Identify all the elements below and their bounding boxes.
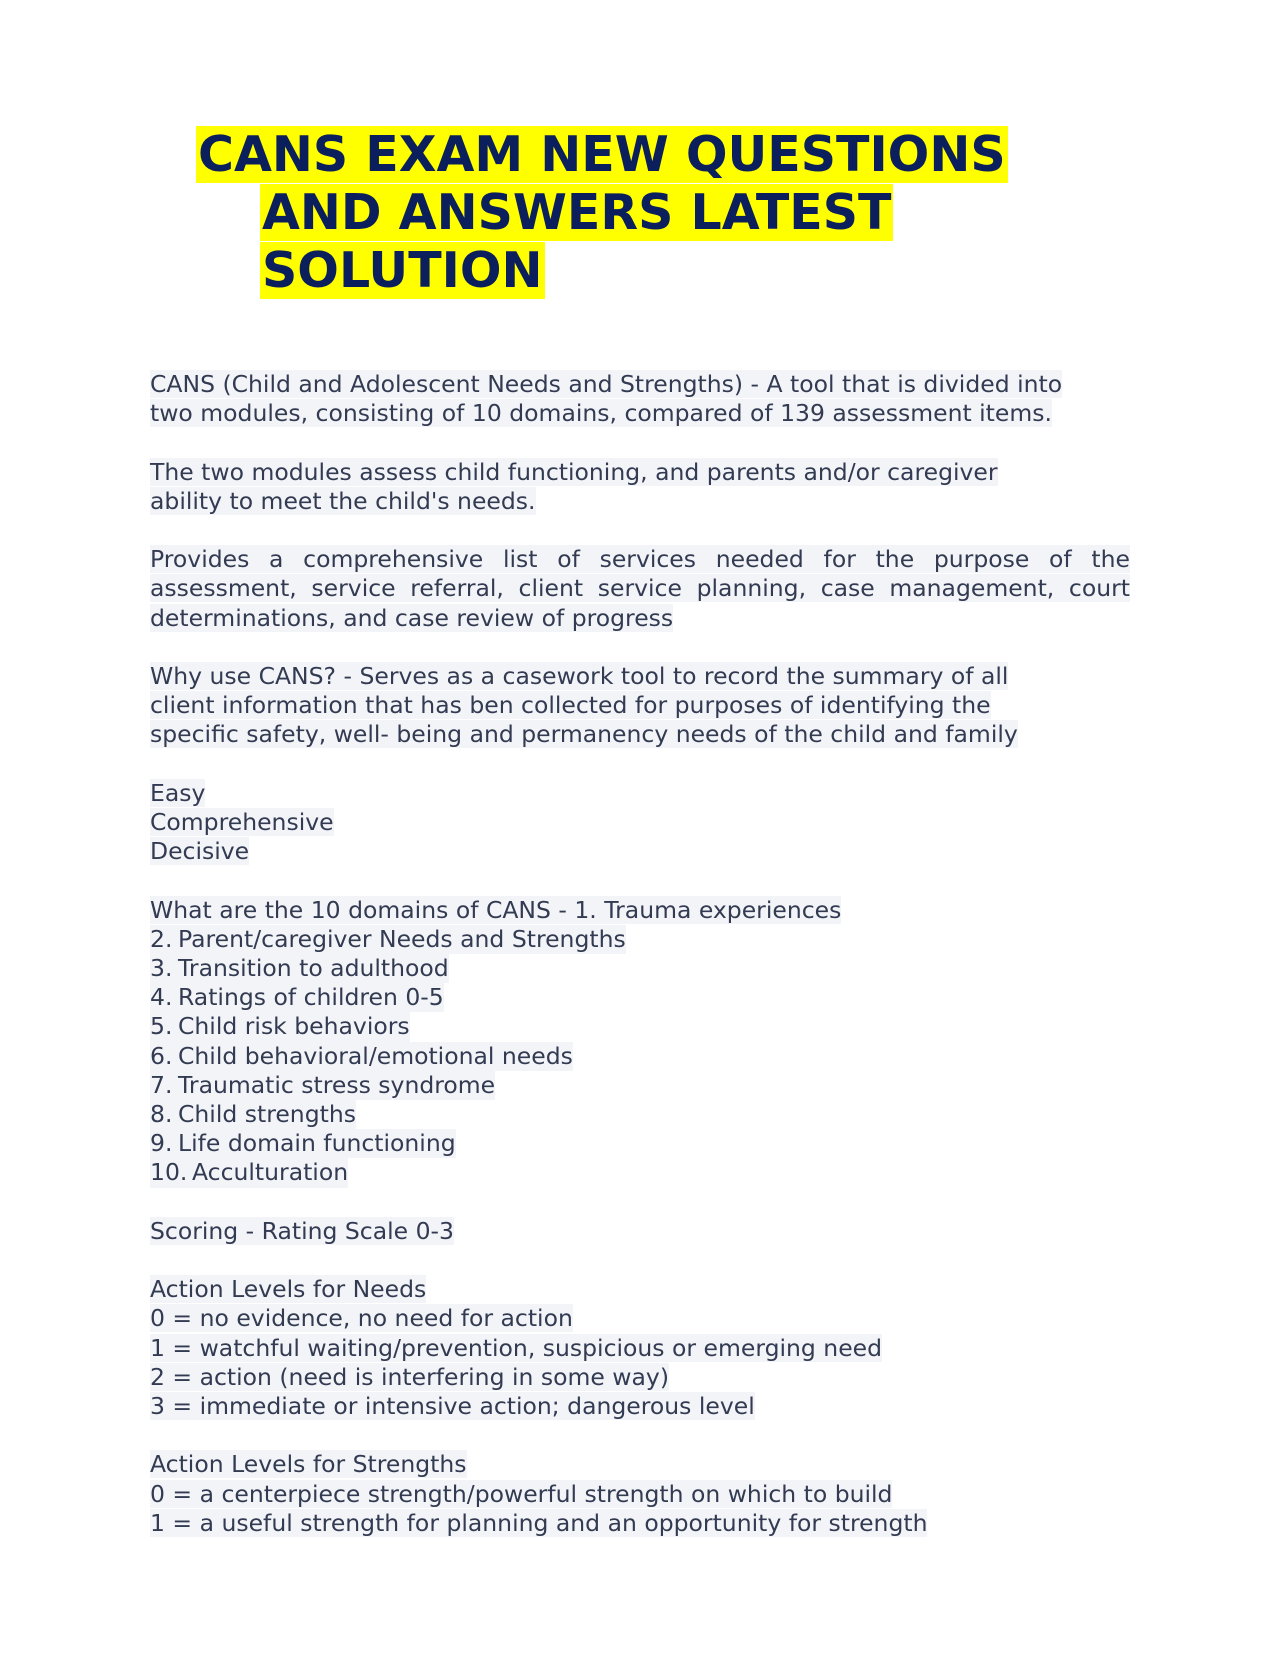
- domains-question: What are the 10 domains of CANS - 1. Trauma experiences: [150, 895, 842, 924]
- why-line-3: specific safety, well- being and permanency needs of the child and family: [150, 720, 1018, 749]
- modules-paragraph: [150, 458, 1130, 516]
- list-item: 9. Life domain functioning: [150, 1129, 456, 1158]
- scoring-paragraph: [150, 1217, 1130, 1246]
- needs-heading: Action Levels for Needs: [150, 1275, 427, 1304]
- intro-paragraph: [150, 370, 1130, 428]
- title-line-2: AND ANSWERS LATEST: [262, 184, 892, 241]
- why-paragraph: [150, 662, 1130, 750]
- needs-section: [150, 1275, 1130, 1421]
- modules-line-2: ability to meet the child's needs.: [150, 486, 536, 515]
- list-item: 5. Child risk behaviors: [150, 1012, 410, 1041]
- needs-level: 2 = action (need is interfering in some way): [150, 1362, 669, 1391]
- scoring-text: Scoring - Rating Scale 0-3: [150, 1216, 454, 1245]
- needs-level: 3 = immediate or intensive action; dangerous level: [150, 1392, 755, 1420]
- list-item: 8. Child strengths: [150, 1100, 356, 1128]
- list-item: 7. Traumatic stress syndrome: [150, 1070, 496, 1099]
- document-title: [196, 126, 1096, 300]
- title-line-3: SOLUTION: [262, 242, 543, 299]
- quality-item: Comprehensive: [150, 807, 334, 836]
- list-item: 4. Ratings of children 0-5: [150, 983, 444, 1012]
- needs-level: 0 = no evidence, no need for action: [150, 1304, 573, 1333]
- intro-line-2: two modules, consisting of 10 domains, compared of 139 assessment items.: [150, 399, 1052, 428]
- strengths-section: [150, 1450, 1130, 1538]
- provides-paragraph: [150, 545, 1130, 633]
- needs-level: 1 = watchful waiting/prevention, suspicious or emerging need: [150, 1333, 883, 1362]
- quality-item: Easy: [150, 778, 206, 807]
- document-body: [150, 370, 1130, 1567]
- list-item: 10. Acculturation: [150, 1158, 349, 1187]
- modules-line-1: The two modules assess child functioning, and parents and/or caregiver: [150, 457, 998, 486]
- why-line-2: client information that has ben collected for purposes of identifying the: [150, 691, 991, 720]
- qualities-list: [150, 779, 1130, 867]
- why-line-1: Why use CANS? - Serves as a casework tool to record the summary of all: [150, 661, 1009, 690]
- intro-line-1: CANS (Child and Adolescent Needs and Strengths) - A tool that is divided into: [150, 370, 1063, 398]
- domains-list: [150, 896, 1130, 1188]
- list-item: 3. Transition to adulthood: [150, 953, 449, 982]
- quality-item: Decisive: [150, 837, 250, 866]
- provides-text: Provides a comprehensive list of services needed for the purpose of the assessment, service referral, client service planning, case management, court determinations, and case review of progress: [150, 545, 1130, 632]
- strengths-level: 0 = a centerpiece strength/powerful strength on which to build: [150, 1479, 893, 1508]
- list-item: 6. Child behavioral/emotional needs: [150, 1041, 573, 1070]
- strengths-heading: Action Levels for Strengths: [150, 1450, 467, 1479]
- title-line-1: CANS EXAM NEW QUESTIONS: [198, 126, 1006, 183]
- list-item: 2. Parent/caregiver Needs and Strengths: [150, 924, 626, 953]
- strengths-level: 1 = a useful strength for planning and an opportunity for strength: [150, 1508, 928, 1537]
